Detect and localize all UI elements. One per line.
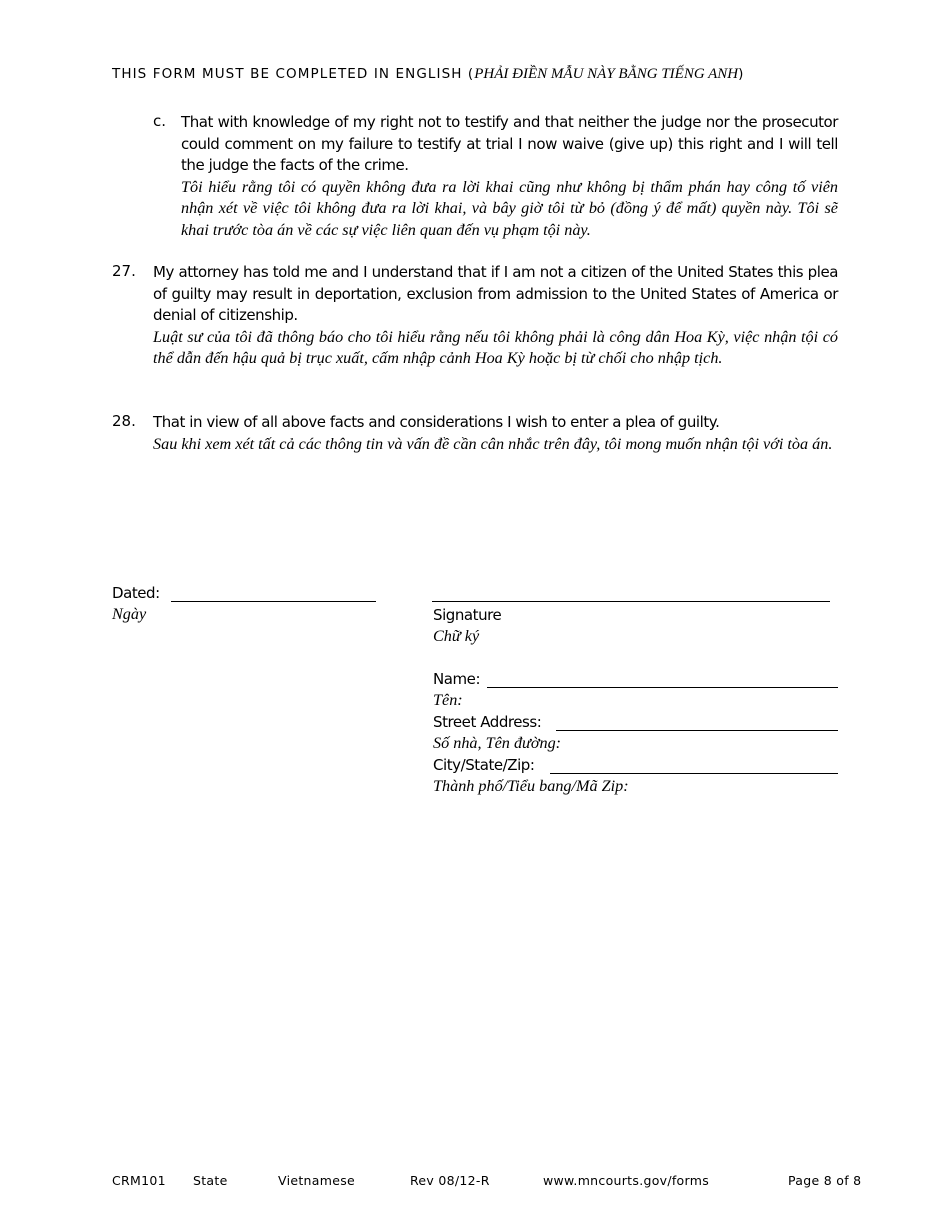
item-c-text — [181, 112, 838, 241]
dated-label: Dated: — [112, 584, 160, 602]
header-vietnamese: PHẢI ĐIỀN MẪU NÀY BẰNG TIẾNG ANH — [474, 66, 739, 82]
form-header — [112, 66, 745, 83]
footer-page-number: Page 8 of 8 — [788, 1173, 862, 1188]
header-close: ) — [738, 66, 745, 82]
city-field[interactable] — [550, 773, 838, 774]
city-label-vi: Thành phố/Tiểu bang/Mã Zip: — [433, 777, 629, 795]
footer-form-id: CRM101 — [112, 1173, 166, 1188]
item-c-vietnamese: Tôi hiểu rằng tôi có quyền không đưa ra lời khai cũng như không bị thẩm phán hay công tố viên nhận xét về việc tôi không đưa ra lời khai, và bây giờ tôi từ bỏ (đồng ý để mất) quyền này. Tôi sẽ khai trước tòa án về các sự việc liên quan đến vụ phạm tội này. — [181, 177, 838, 239]
item-27-english: My attorney has told me and I understand that if I am not a citizen of the United States this plea of guilty may result in deportation, exclusion from admission to the United States of America or denial of citizenship. — [153, 263, 838, 324]
dated-field[interactable] — [171, 601, 376, 602]
name-field[interactable] — [487, 687, 838, 688]
item-c-english: That with knowledge of my right not to testify and that neither the judge nor the prosecutor could comment on my failure to testify at trial I now waive (give up) this right and I will tell the judge the facts of the crime. — [181, 113, 838, 174]
signature-label-vi: Chữ ký — [433, 627, 480, 645]
header-english: THIS FORM MUST BE COMPLETED IN ENGLISH ( — [112, 66, 475, 82]
signature-field[interactable] — [432, 601, 830, 602]
city-label: City/State/Zip: — [433, 756, 535, 774]
street-label-vi: Số nhà, Tên đường: — [433, 734, 562, 752]
dated-label-vi: Ngày — [112, 605, 147, 623]
item-27-number: 27. — [112, 262, 136, 280]
footer-state: State — [193, 1173, 228, 1188]
name-label-vi: Tên: — [433, 691, 463, 709]
footer-language: Vietnamese — [278, 1173, 355, 1188]
footer-url[interactable]: www.mncourts.gov/forms — [543, 1173, 710, 1188]
item-28-english: That in view of all above facts and considerations I wish to enter a plea of guilty. — [153, 413, 720, 431]
item-28-number: 28. — [112, 412, 136, 430]
footer-revision: Rev 08/12-R — [410, 1173, 490, 1188]
name-label: Name: — [433, 670, 481, 688]
item-28-vietnamese: Sau khi xem xét tất cả các thông tin và vấn đề cần cân nhắc trên đây, tôi mong muốn nhận tội với tòa án. — [153, 434, 833, 453]
item-27-text — [153, 262, 838, 370]
item-27-vietnamese: Luật sư của tôi đã thông báo cho tôi hiểu rằng nếu tôi không phải là công dân Hoa Kỳ, việc nhận tội có thể dẫn đến hậu quả bị trục xuất, cấm nhập cảnh Hoa Kỳ hoặc bị từ chối cho nhập tịch. — [153, 327, 838, 367]
street-label: Street Address: — [433, 713, 542, 731]
item-28-text — [153, 412, 838, 455]
item-c-number: c. — [153, 112, 167, 130]
signature-label: Signature — [433, 606, 502, 624]
street-field[interactable] — [556, 730, 838, 731]
